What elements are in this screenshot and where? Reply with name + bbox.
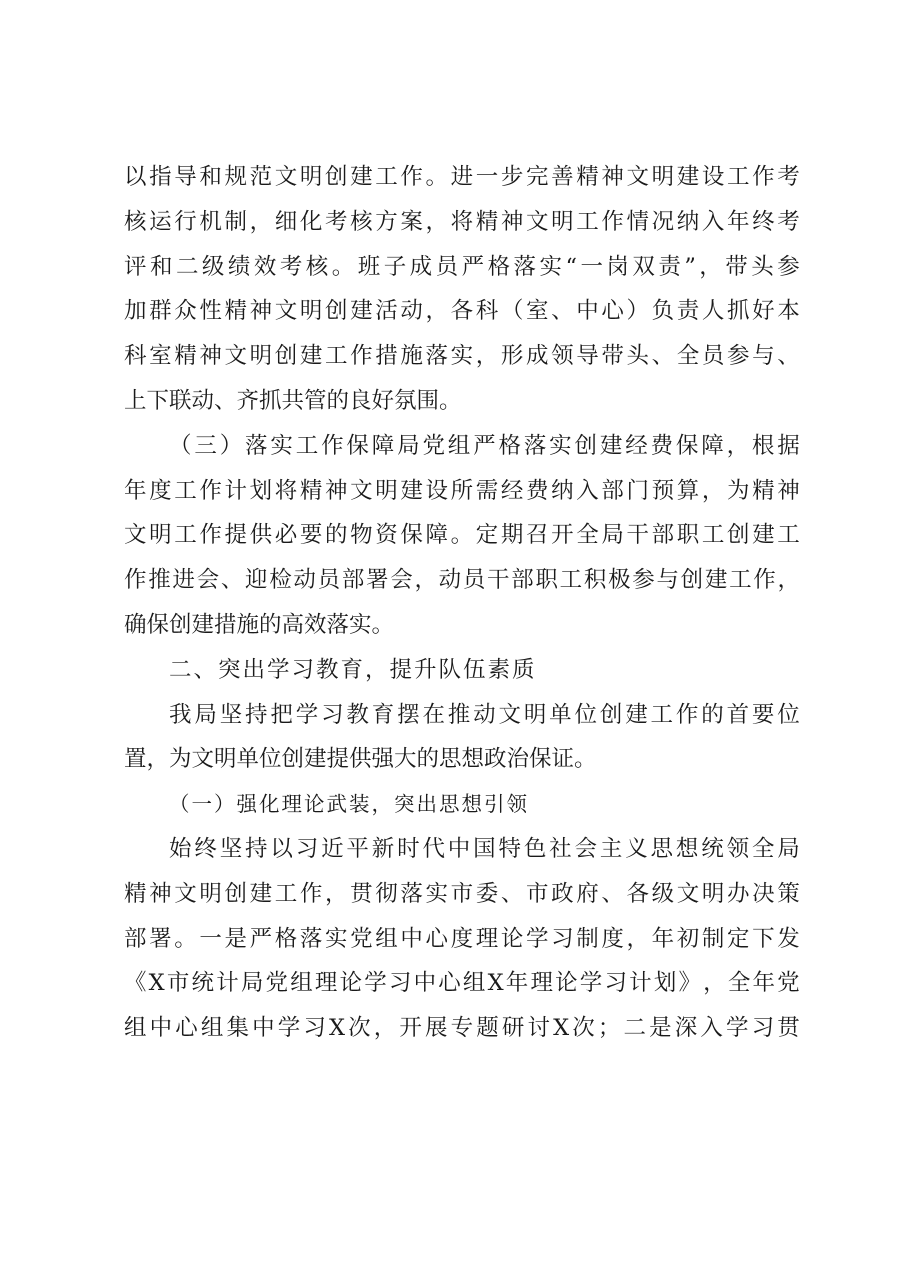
document-body [124,155,800,1051]
paragraph-line: 上下联动、齐抓共管的良好氛围。 [124,387,462,414]
paragraph-line: 文 明 工 作 提 供 必 要 的 物 资 保 障 。 定 期 召 开 全 局 干 部 职 工 创 建 工 [124,522,800,549]
paragraph-line: 组 中 心 组 集 中 学 习 X 次 ， 开 展 专 题 研 讨 X 次 ； 二 是 深 入 学 习 贯 [124,1015,800,1042]
paragraph-line: 部 署 。 一 是 严 格 落 实 党 组 中 心 度 理 论 学 习 制 度 ， 年 初 制 定 下 发 [124,925,800,952]
paragraph-line: 《 X 市 统 计 局 党 组 理 论 学 习 中 心 组 X 年 理 论 学 习 计 划 》 ， 全 年 党 [124,970,800,997]
paragraph-line: 以 指 导 和 规 范 文 明 创 建 工 作 。 进 一 步 完 善 精 神 文 明 建 设 工 作 考 [124,164,800,190]
paragraph-line: 科 室 精 神 文 明 创 建 工 作 措 施 落 实 ， 形 成 领 导 带 头 、 全 员 参 与 、 [124,343,800,370]
subsection-heading: （一）强化理论武装，突出思想引领 [169,792,529,817]
paragraph-line: 年 度 工 作 计 划 将 精 神 文 明 建 设 所 需 经 费 纳 入 部 门 预 算 ， 为 精 神 [124,477,800,504]
paragraph-line: 置，为文明单位创建提供强大的思想政治保证。 [124,746,597,773]
paragraph-line: 我 局 坚 持 把 学 习 教 育 摆 在 推 动 文 明 单 位 创 建 工 作 的 首 要 位 [169,701,800,728]
paragraph-line: （ 三 ） 落 实 工 作 保 障 局 党 组 严 格 落 实 创 建 经 费 保 障 ， 根 据 [169,432,800,459]
paragraph-line: 始 终 坚 持 以 习 近 平 新 时 代 中 国 特 色 社 会 主 义 思 想 统 领 全 局 [169,835,800,862]
section-heading: 二、突出学习教育，提升队伍素质 [169,656,537,683]
paragraph-line: 确保创建措施的高效落实。 [124,611,395,638]
paragraph-line: 评 和 二 级 绩 效 考 核 。 班 子 成 员 严 格 落 实 “ 一 岗 双 责 ” ， 带 头 参 [124,253,800,280]
paragraph-line: 精 神 文 明 创 建 工 作 ， 贯 彻 落 实 市 委 、 市 政 府 、 各 级 文 明 办 决 策 [124,880,800,907]
paragraph-line: 作 推 进 会 、 迎 检 动 员 部 署 会 ， 动 员 干 部 职 工 积 极 参 与 创 建 工 作 ， [124,567,800,594]
paragraph-line: 核 运 行 机 制 ， 细 化 考 核 方 案 ， 将 精 神 文 明 工 作 情 况 纳 入 年 终 考 [124,208,800,235]
paragraph-line: 加 群 众 性 精 神 文 明 创 建 活 动 ， 各 科 （ 室 、 中 心 ） 负 责 人 抓 好 本 [124,298,800,325]
